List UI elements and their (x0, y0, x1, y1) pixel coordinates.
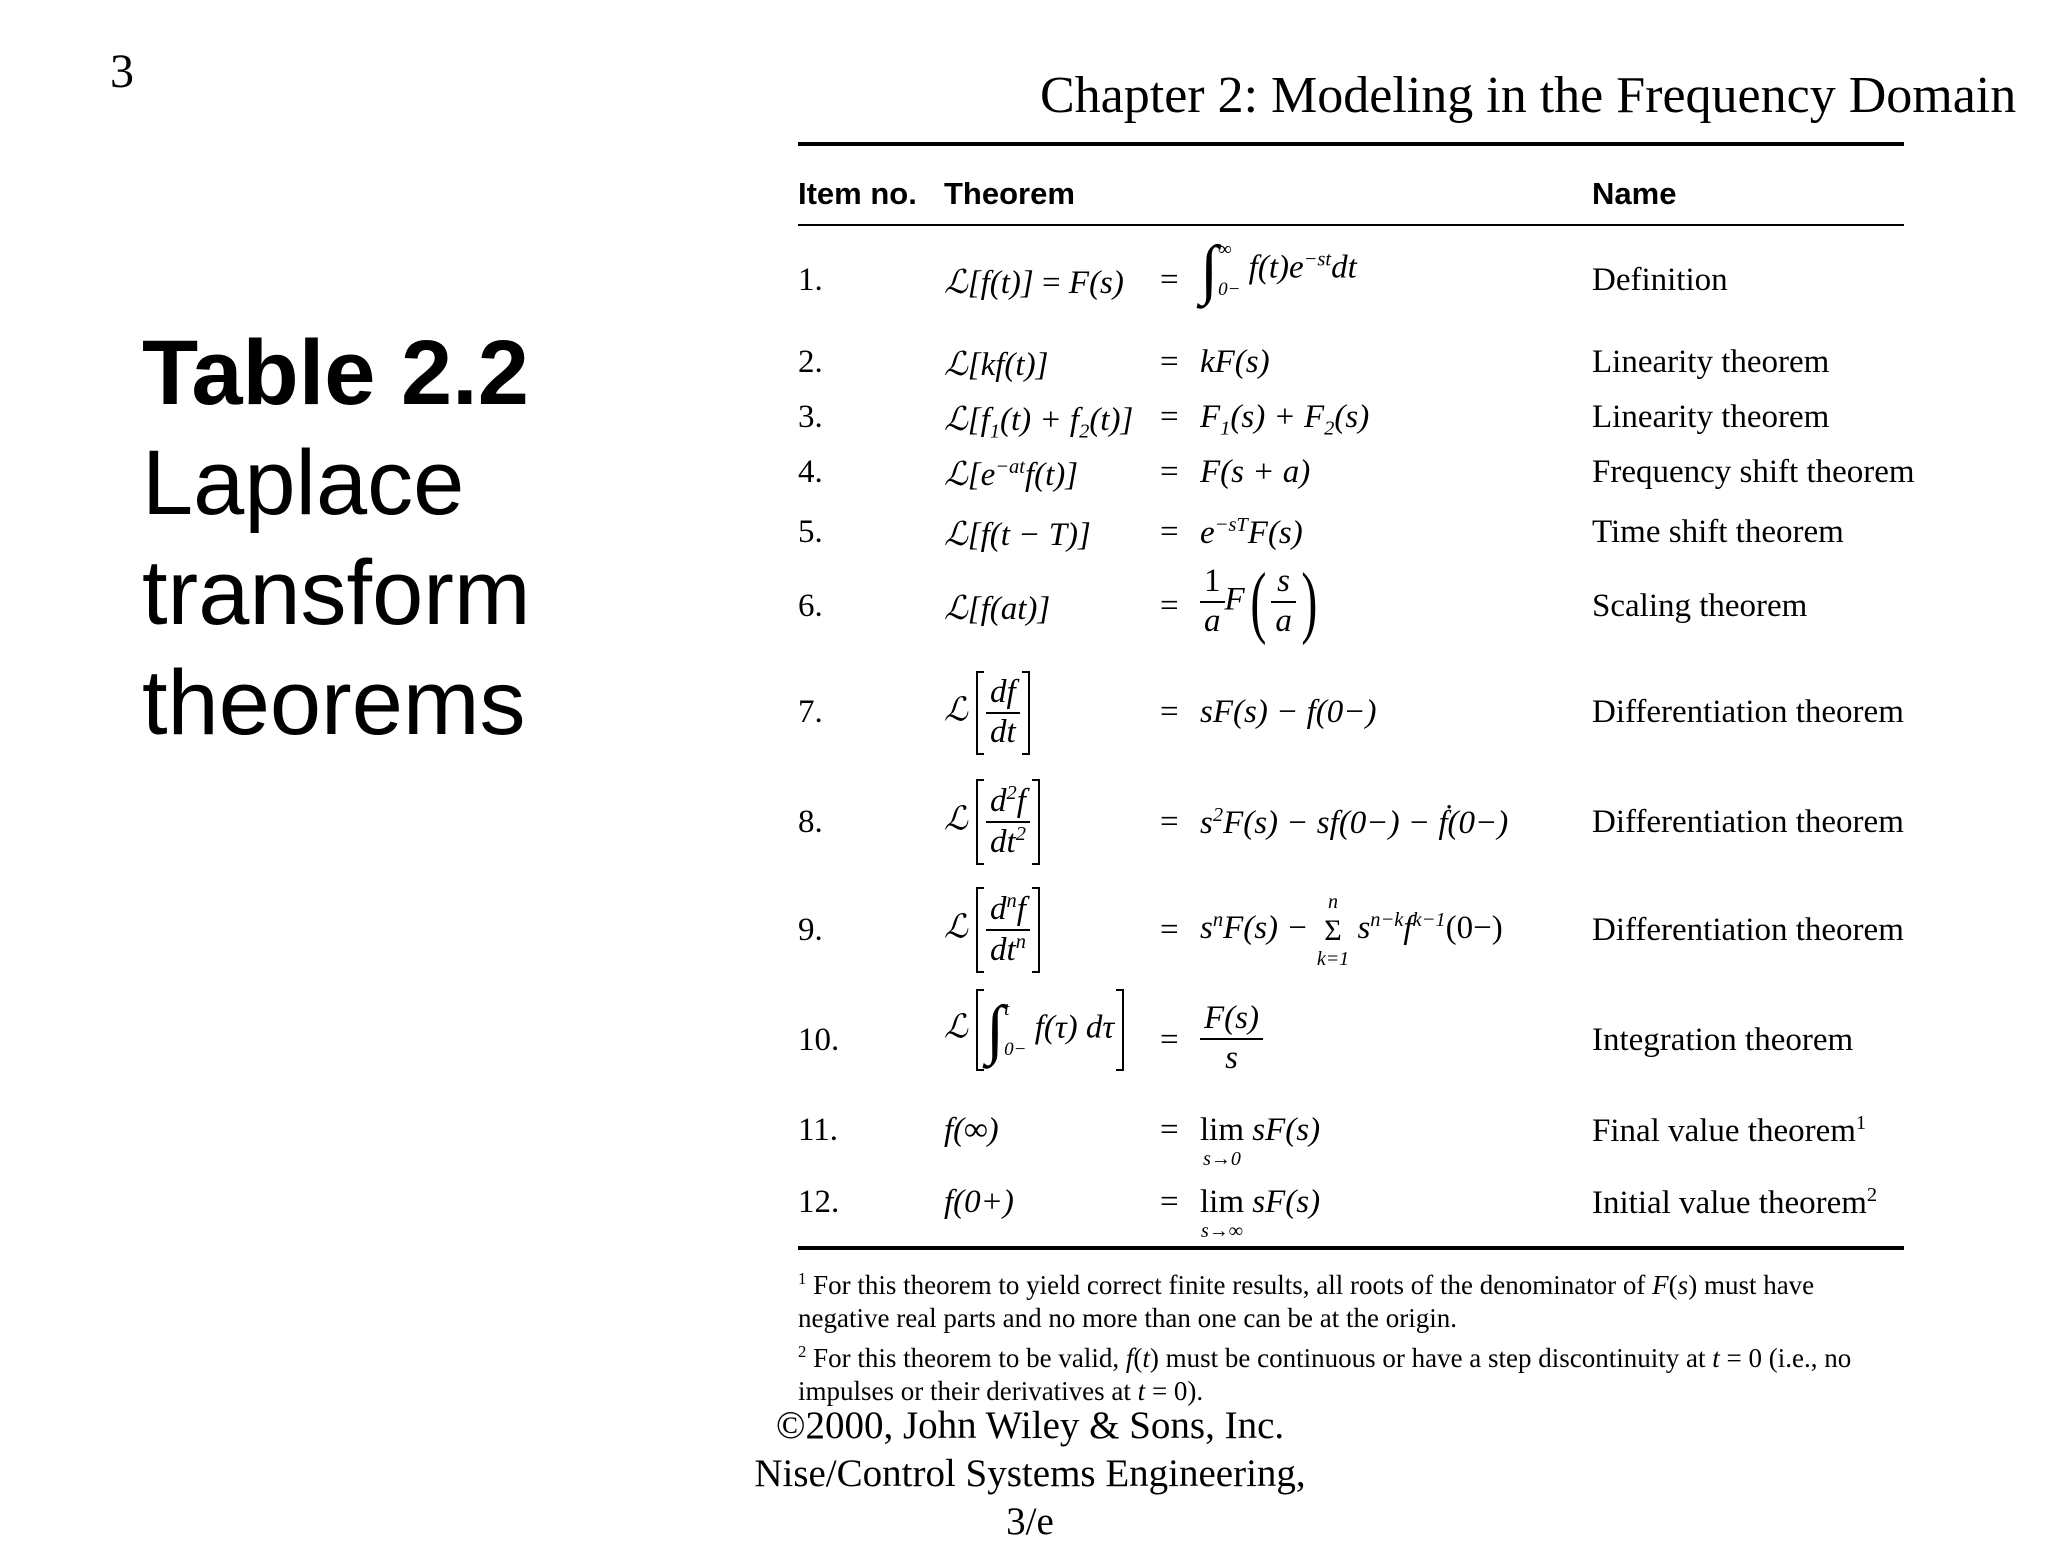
header-item-no: Item no. (798, 176, 917, 211)
theorem-expression: ℒ $\frac{df}{dt}$ (944, 672, 1030, 754)
item-number: 10. (798, 1022, 840, 1058)
item-number: 11. (798, 1112, 839, 1148)
theorem-name (1592, 1184, 1877, 1222)
equals-sign: = (1160, 1112, 1179, 1148)
title-line-laplace: Laplace (142, 432, 465, 534)
item-number: 2. (798, 344, 823, 380)
side-title (142, 318, 531, 758)
theorem-result: kF(s) (1200, 344, 1270, 380)
theorem-name: Frequency shift theorem (1592, 454, 1915, 490)
theorem-name-text: Initial value theorem (1592, 1185, 1867, 1221)
equals-sign: = (1160, 912, 1179, 948)
credit-line-2: Nise/Control Systems Engineering, (754, 1452, 1306, 1495)
footnote-mark: 1 (798, 1269, 807, 1288)
equals-sign: = (1160, 344, 1179, 380)
item-number: 8. (798, 804, 823, 840)
theorem-expression: $ℒ[e^{-at}f(t)]$ (944, 456, 1079, 493)
theorem-name: Time shift theorem (1592, 514, 1844, 550)
footnote-ref: 2 (1866, 1184, 1878, 1206)
item-number: 9. (798, 912, 823, 948)
theorem-name: Integration theorem (1592, 1022, 1854, 1058)
theorem-result: $e^{-sT}F(s)$ (1200, 514, 1303, 551)
theorem-result: lim s→0 sF(s) (1200, 1112, 1321, 1170)
credit-line-1: ©2000, John Wiley & Sons, Inc. (775, 1404, 1285, 1447)
table-number: Table 2.2 (142, 322, 529, 424)
theorem-result: lim s→∞ sF(s) (1200, 1184, 1321, 1242)
theorem-result: $s^2F(s) - sf(0-)$ − ḟ(0−) (1200, 804, 1509, 841)
footnote-1: $^1$ For this theorem to yield correct finite results, all roots of the denominator of F(s) must have negative real parts and no more than one can be at the origin. (798, 1269, 1815, 1333)
theorem-name-text: Final value theorem (1592, 1113, 1856, 1149)
item-number: 12. (798, 1184, 840, 1220)
footnote-2: $^2$ For this theorem to be valid, f(t) must be continuous or have a step discontinuity at t = 0 (i.e., no impulses or their derivatives at t = 0). (798, 1342, 1852, 1406)
item-number: 7. (798, 694, 823, 730)
equals-sign: = (1160, 454, 1179, 490)
title-line-theorems: theorems (142, 652, 526, 754)
chapter-header: Chapter 2: Modeling in the Frequency Domain (1040, 67, 2017, 124)
theorem-result: $s^nF(s)$ − n Σ k=1 $s^{n-k}f^{k-1}(0-)$ (1200, 891, 1503, 970)
item-number: 3. (798, 399, 823, 435)
theorem-expression: f(∞) (944, 1112, 999, 1148)
theorem-name: Linearity theorem (1592, 344, 1830, 380)
table-bottom-rule (798, 1246, 1904, 1250)
equals-sign: = (1160, 1022, 1179, 1058)
equals-sign: = (1160, 399, 1179, 435)
equals-sign: = (1160, 694, 1179, 730)
credit-line-3: 3/e (1006, 1500, 1054, 1543)
theorem-name: Linearity theorem (1592, 399, 1830, 435)
table-top-rule (798, 142, 1904, 146)
title-line-transform: transform (142, 542, 531, 644)
footnote-text: must have negative real parts and no more than one can be at the origin. (798, 1270, 1815, 1333)
theorem-expression: ℒ[kf(t)] (944, 347, 1049, 383)
theorem-result: $\frac{1}{a}$ F( $\frac{s}{a}$ ) (1200, 562, 1322, 642)
theorem-name: Differentiation theorem (1592, 912, 1904, 948)
theorem-name (1592, 1112, 1866, 1150)
equals-sign: = (1160, 804, 1179, 840)
theorem-expression: ℒ $\frac{d^2f}{dt^2}$ (944, 780, 1040, 864)
equals-sign: = (1160, 262, 1179, 298)
theorem-result: $\frac{F(s)}{s}$ (1200, 1000, 1263, 1078)
item-number: 6. (798, 588, 823, 624)
theorem-name: Differentiation theorem (1592, 694, 1904, 730)
theorem-expression: f(0+) (944, 1184, 1014, 1220)
footnote-text: ). (1187, 1376, 1204, 1406)
theorem-expression: ℒ[f(t − T)] (944, 517, 1091, 553)
copyright-credit (750, 1402, 1310, 1546)
equals-sign: = (1160, 588, 1179, 624)
footnote-text: must be continuous or have a step discontinuity at (1158, 1343, 1713, 1373)
item-number: 5. (798, 514, 823, 550)
footnote-text: For this theorem to yield correct finite results, all roots of the denominator of (813, 1270, 1653, 1300)
theorem-expression: ℒ[f(at)] (944, 591, 1051, 627)
equals-sign: = (1160, 514, 1179, 550)
equals-sign: = (1160, 1184, 1179, 1220)
item-number: 4. (798, 454, 823, 490)
header-theorem: Theorem (944, 176, 1075, 211)
theorem-expression: ℒ[f(t)] = F(s) (944, 265, 1124, 301)
theorem-result: F(s + a) (1200, 454, 1311, 490)
theorem-result: $F_1(s) + F_2(s)$ (1200, 399, 1370, 440)
theorem-expression: ℒ $\frac{d^nf}{dt^n}$ (944, 888, 1040, 972)
footnote-ref: 1 (1855, 1112, 1867, 1134)
page-number: 3 (110, 45, 134, 98)
footnote-text: (i.e., no impulses or their derivatives at (798, 1343, 1852, 1406)
theorem-result: sF(s) − f(0−) (1200, 694, 1377, 730)
header-rule (798, 224, 1904, 226)
theorem-expression: $ℒ[f_1(t) + f_2(t)]$ (944, 402, 1134, 443)
theorem-name: Differentiation theorem (1592, 804, 1904, 840)
item-number: 1. (798, 262, 823, 298)
footnotes (798, 1262, 1908, 1408)
footnote-mark: 2 (798, 1342, 807, 1361)
theorem-expression: ℒ ∫t 0− f(τ) dτ (944, 990, 1124, 1070)
header-name: Name (1592, 176, 1677, 211)
theorem-name: Definition (1592, 262, 1728, 298)
theorem-name: Scaling theorem (1592, 588, 1808, 624)
footnote-text: For this theorem to be valid, (813, 1343, 1126, 1373)
theorem-result: ∫∞ $0- f(t)e^{-st}dt$ (1200, 233, 1357, 306)
